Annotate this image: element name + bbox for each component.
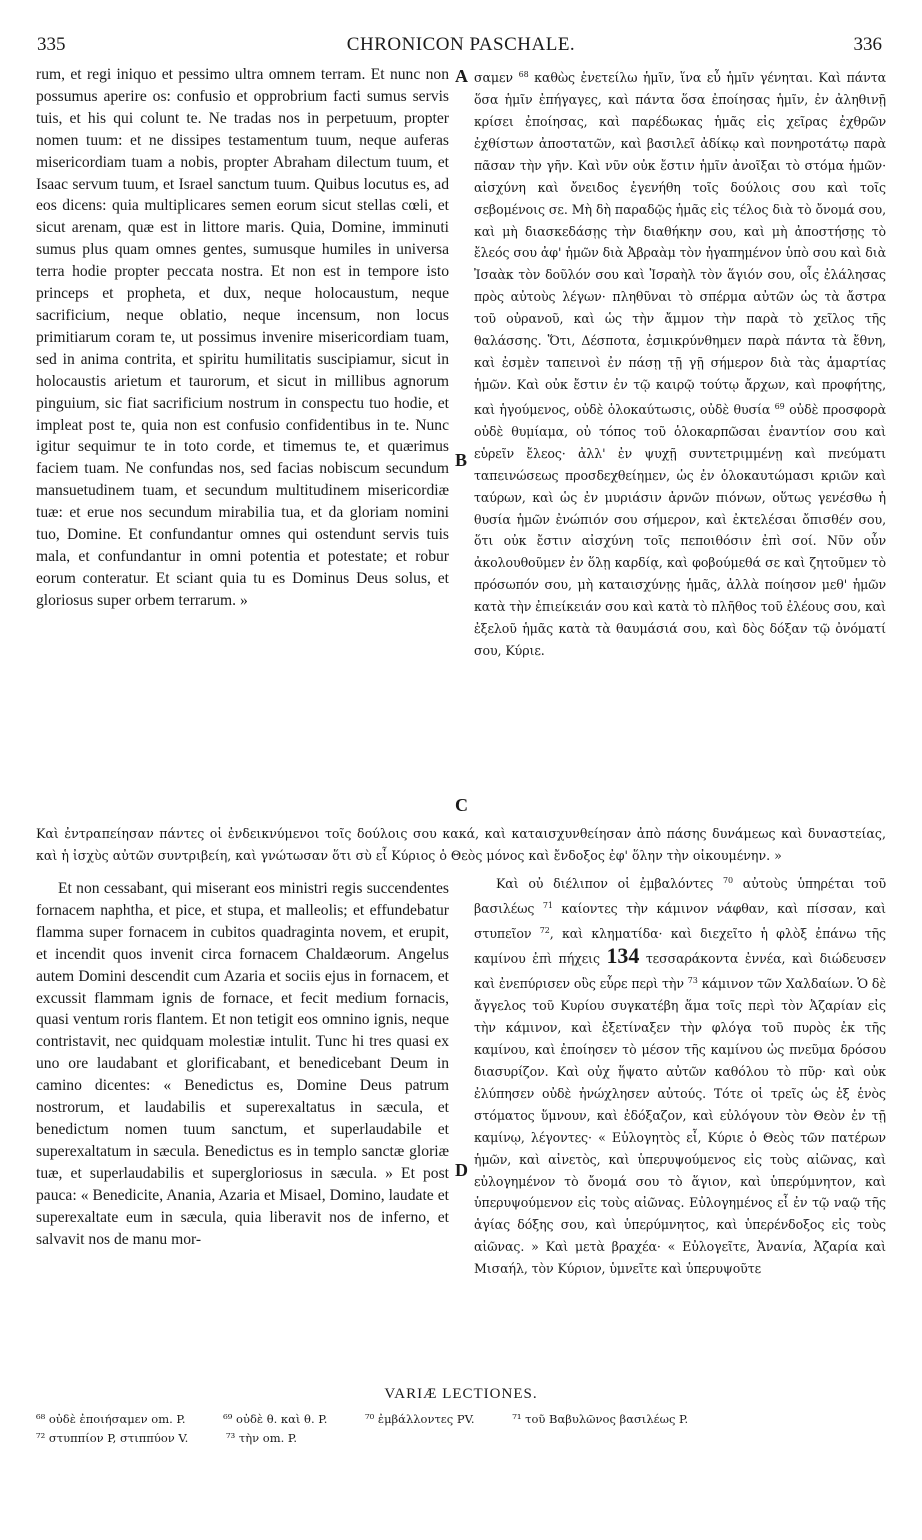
greek-text: οὐδὲ προσφορὰ οὐδὲ θυμίαμα, οὐ τόπος τοῦ ὁλοκαρπῶσαι ἐναντίον σου καὶ εὑρεῖν ἔλεος· ἀλλ' ἐν ψυχῇ συντετριμμένῃ καὶ πνεύματι ταπεινώσεως προσδεχθείημεν, ὡς ἐν ὁλοκαυτώμασι κριῶν καὶ ταύρων, καὶ ὡς ἐν μυριάσιν ἀρνῶν πιόνων, οὕτως γενέσθω ἡ θυσία ἡμῶν ἐνώπιόν σου σήμερον, καὶ ἐκτελέσαι ὄπισθέν σου, ὅτι οὐκ ἔστιν αἰσχύνη τοῖς πεποιθόσιν ἐπὶ σοί. Νῦν οὖν ἀκολουθοῦμεν ἐν ὅλῃ καρδίᾳ, καὶ φοβούμεθά σε καὶ ζητοῦμεν τὸ πρόσωπόν σου, μὴ καταισχύνῃς ἡμᾶς, ἀλλὰ ποίησον μεθ' ἡμῶν κατὰ τὴν ἐπιείκειάν σου καὶ κατὰ τὸ πλῆθος τοῦ ἐλέους σου, καὶ ἐξελοῦ ἡμᾶς κατὰ τὰ θαυμάσιά σου, καὶ δὸς δόξαν τῷ ὀνόματί σου, Κύριε. xyxy=(474,401,887,658)
footnote-ref: 70 xyxy=(722,876,733,885)
footnote-ref: 72 xyxy=(539,926,550,936)
footnote-ref: 69 xyxy=(774,401,785,411)
variant-note: ⁷² στυππίον P, στιππύον V. xyxy=(36,1431,189,1445)
page-number-right: 336 xyxy=(853,34,882,55)
variant-note: ⁷³ τὴν om. P. xyxy=(226,1431,297,1445)
greek-text: Καὶ οὐ διέλιπον οἱ ἐμβαλόντες xyxy=(496,876,714,892)
running-header xyxy=(0,34,922,58)
greek-paragraph xyxy=(474,64,886,662)
margin-letter-c: C xyxy=(455,795,468,815)
greek-text: σαμεν xyxy=(474,70,513,86)
greek-text: κάμινον τῶν Χαλδαίων. Ὁ δὲ ἄγγελος τοῦ Κυρίου συγκατέβη ἅμα τοῖς περὶ τὸν Ἀζαρίαν εἰς τὴν κάμινον, καὶ ἐξετίναξεν τὴν φλόγα τοῦ πυρὸς ἐκ τῆς καμίνου, καὶ ἐποίησεν τὸ μέσον τῆς καμίνου ὡς πνεῦμα δρόσου διασυρίζον. Καὶ οὐχ ἥψατο αὐτῶν καθόλου τὸ πῦρ· καὶ οὐκ ἐλύπησεν οὐδὲ ἠνώχλησεν αὐτούς. Τότε οἱ τρεῖς ὡς ἐξ ἑνὸς στόματος ὕμνουν, καὶ ἐδόξαζον, καὶ εὐλόγουν τὸν Θεὸν ἐν τῇ καμίνῳ, λέγοντες· « Εὐλογητὸς εἶ, Κύριε ὁ Θεὸς τῶν πατέρων ἡμῶν, καὶ αἰνετὸς, καὶ ὑπερυψούμενος εἰς τοὺς αἰῶνας, καὶ εὐλογημένον τὸ ὄνομά σου τὸ ἅγιον, καὶ ὑπερύμνητον, καὶ ὑπερυψούμενον εἰς τοὺς αἰῶνας. Εὐλογημένος εἶ ἐν τῷ ναῷ τῆς ἁγίας δόξης σου, καὶ ὑπερύμνητος, καὶ ὑπερένδοξος εἰς τοὺς αἰῶνας. » Καὶ μετὰ βραχέα· « Εὐλογεῖτε, Ἀνανία, Ἀζαρία καὶ Μισαήλ, τὸν Κύριον, ὑμνεῖτε καὶ ὑπερυψοῦτε xyxy=(474,976,887,1277)
latin-column-bottom xyxy=(36,878,449,1250)
greek-text: , καὶ κληματίδα· καὶ διεχεῖτο ἡ φλὸξ ἐπάνω τῆς καμίνου ἐπὶ πήχεις xyxy=(474,926,886,967)
margin-letter-a: A xyxy=(455,66,468,86)
latin-paragraph: Et non cessabant, qui miserant eos ministri regis succendentes fornacem naphtha, et pice, et stupa, et malleolis; et effundebatur flamma super fornacem in cubitos quadraginta novem, et erupit, et incendit quos invenit circa fornacem Chaldæorum. Angelus autem Domini descendit cum Azaria et sociis ejus in fornacem, et excussit flammam ignis de fornace, et fecit medium fornacis, quasi ventum roris flantem. Et non tetigit eos omnino ignis, neque contristavit, nec quidquam molestiæ intulit. Tunc hi tres quasi ex uno ore laudabant et glorificabant, et benedicebant Deum in camino dicentes: « Benedictus es, Domine Deus patrum nostrorum, et laudabilis et superexaltatus in sæcula, et benedictum nomen tuum sanctum, et superlaudabile et superexaltatum in sæcula. Benedictus es in templo sanctæ gloriæ tuæ, et superlaudabilis et supergloriosus in sæcula. » Et post pauca: « Benedicite, Anania, Azaria et Misael, Domino, laudate et superexaltate eum in sæcula, quia liberavit nos de inferno, et salvavit nos de manu mor- xyxy=(36,880,449,1248)
greek-paragraph xyxy=(474,870,886,1280)
margin-letter-b: B xyxy=(455,450,468,470)
variant-note: ⁶⁹ οὐδὲ θ. καὶ θ. P. xyxy=(223,1412,328,1426)
variant-note: ⁶⁸ οὐδὲ ἐποιήσαμεν om. P. xyxy=(36,1412,186,1426)
greek-full-span: Καὶ ἐντραπείησαν πάντες οἱ ἐνδεικνύμενοι τοῖς δούλοις σου κακά, καὶ καταισχυνθείησαν ἀπὸ πάσης δυνάμεως καὶ δυναστείας, καὶ ἡ ἰσχὺς αὐτῶν συντριβείη, καὶ γνώτωσαν ὅτι σὺ εἶ Κύριος ὁ Θεὸς μόνος καὶ ἔνδοξος ἐφ' ὅλην τὴν οἰκουμένην. » xyxy=(36,826,886,863)
variant-note: ⁷⁰ ἐμβάλλοντες PV. xyxy=(365,1412,475,1426)
variant-note: ⁷¹ τοῦ Βαβυλῶνος βασιλέως P. xyxy=(512,1412,689,1426)
greek-text: καθὼς ἐνετείλω ἡμῖν, ἵνα εὖ ἡμῖν γένηται. Καὶ πάντα ὅσα ἡμῖν ἐπήγαγες, καὶ πάντα ὅσα ἐποίησας ἡμῖν, ἐν ἀληθινῇ κρίσει ἐποίησας, καὶ παρέδωκας ἡμᾶς εἰς χεῖρας ἐχθρῶν ἐχθίστων ἀποστατῶν, καὶ βασιλεῖ ἀδίκῳ καὶ πονηροτάτῳ παρὰ πᾶσαν τὴν γῆν. Καὶ νῦν οὐκ ἔστιν ἡμῖν ἀνοῖξαι τὸ στόμα ἡμῶν· αἰσχύνη καὶ ὄνειδος ἐγενήθη τοῖς δούλοις σου καὶ τοῖς σεβομένοις σε. Μὴ δὴ παραδῷς ἡμᾶς εἰς τέλος διὰ τὸ ὄνομά σου, καὶ μὴ διασκεδάσῃς τὴν διαθήκην σου, καὶ μὴ ἀποστήσῃς τὸ ἔλεός σου ἀφ' ἡμῶν διὰ Ἀβραὰμ τὸν ἠγαπημένον ὑπὸ σου καὶ διὰ Ἰσαὰκ τὸν δοῦλόν σου καὶ Ἰσραὴλ τὸν ἅγιόν σου, οἷς ἐλάλησας πρὸς αὐτοὺς λέγων· πληθῦναι τὸ σπέρμα αὐτῶν ὡς τὰ ἄστρα τοῦ οὐρανοῦ, καὶ ὡς τὴν ἄμμον τὴν παρὰ τὸ χεῖλος τῆς θαλάσσης. Ὅτι, Δέσποτα, ἐσμικρύνθημεν παρὰ πάντα τὰ ἔθνη, καὶ ἐσμὲν ταπεινοὶ ἐν πάσῃ τῇ γῇ σήμερον διὰ τὰς ἁμαρτίας ἡμῶν. Καὶ οὐκ ἔστιν ἐν τῷ καιρῷ τούτῳ ἄρχων, καὶ προφήτης, καὶ ἡγούμενος, οὐδὲ ὁλοκαύτωσις, οὐδὲ θυσία xyxy=(474,70,886,417)
variae-lectiones-title: VARIÆ LECTIONES. xyxy=(384,1386,538,1402)
greek-column-bottom xyxy=(474,870,886,1280)
notes-line xyxy=(36,1410,896,1429)
page-title: CHRONICON PASCHALE. xyxy=(346,34,576,55)
page-number-left: 335 xyxy=(37,34,66,55)
notes-line xyxy=(36,1429,896,1448)
footnote-ref: 71 xyxy=(542,901,553,911)
column-number: 134 xyxy=(606,943,640,969)
footnote-ref: 68 xyxy=(518,70,529,79)
latin-column-top xyxy=(36,64,449,612)
greek-column-top xyxy=(474,64,886,662)
latin-paragraph: rum, et regi iniquo et pessimo ultra omnem terram. Et nunc non possumus aperire os: confusio et opprobrium facti sumus servis tuis, et his qui colunt te. Ne tradas nos in perpetuum, propter nomen tuum: et ne dissipes testamentum tuum, neque auferas misericordiam tuam a nobis, propter Abraham dilectum tuum, et Isaac servum tuum, et Israel sanctum tuum. Quibus locutus es, ad eos dicens: quia multiplicares semen eorum sicut stellas cœli, et sicut arenam, quæ est in littore maris. Quia, Domine, imminuti sumus plus quam omnes gentes, sumusque humiles in universa terra hodie propter peccata nostra. Et non est in tempore isto princeps et propheta, et dux, neque holocaustum, neque sacrificium, neque oblatio, neque incensum, non locus primitiarum coram te, ut possimus invenire misericordiam tuam, sed in anima contrita, et spiritu humilitatis suscipiamur, sicut in holocaustis arietum et taurorum, et sicut in millibus agnorum pinguium, sic fiat sacrificium nostrum in conspectu tuo hodie, et impleat post te, quia non est confusio confidentibus in te. Nunc igitur sequimur te in toto corde, et timemus te, et quærimus faciem tuam. Ne confundas nos, sed facias nobiscum secundum mansuetudinem tuam, et secundum multitudinem misericordiæ tuæ: et erue nos secundum mirabilia tua, et da gloriam nomini tuo, Domine. Et confundantur omnes qui ostendunt servis tuis mala, et confundantur in omni potentia et potestate; et robur eorum conteratur. Et sciant quia tu es Dominus Deus solus, et gloriosus super orbem terrarum. » xyxy=(36,66,449,609)
greek-text: αὐτοὺς ὑπηρέται τοῦ βασιλέως xyxy=(474,876,887,917)
greek-text: καίοντες τὴν κάμινον νάφθαν, καὶ πίσσαν, καὶ στυπεῖον xyxy=(474,901,886,942)
greek-text: τεσσαράκοντα ἐννέα, καὶ διώδευσεν καὶ ἐνεπύρισεν οὓς εὗρε περὶ τὴν xyxy=(474,951,887,992)
footnote-ref: 73 xyxy=(687,976,698,986)
variae-lectiones-notes xyxy=(36,1410,896,1448)
margin-letter-d: D xyxy=(455,1160,468,1180)
